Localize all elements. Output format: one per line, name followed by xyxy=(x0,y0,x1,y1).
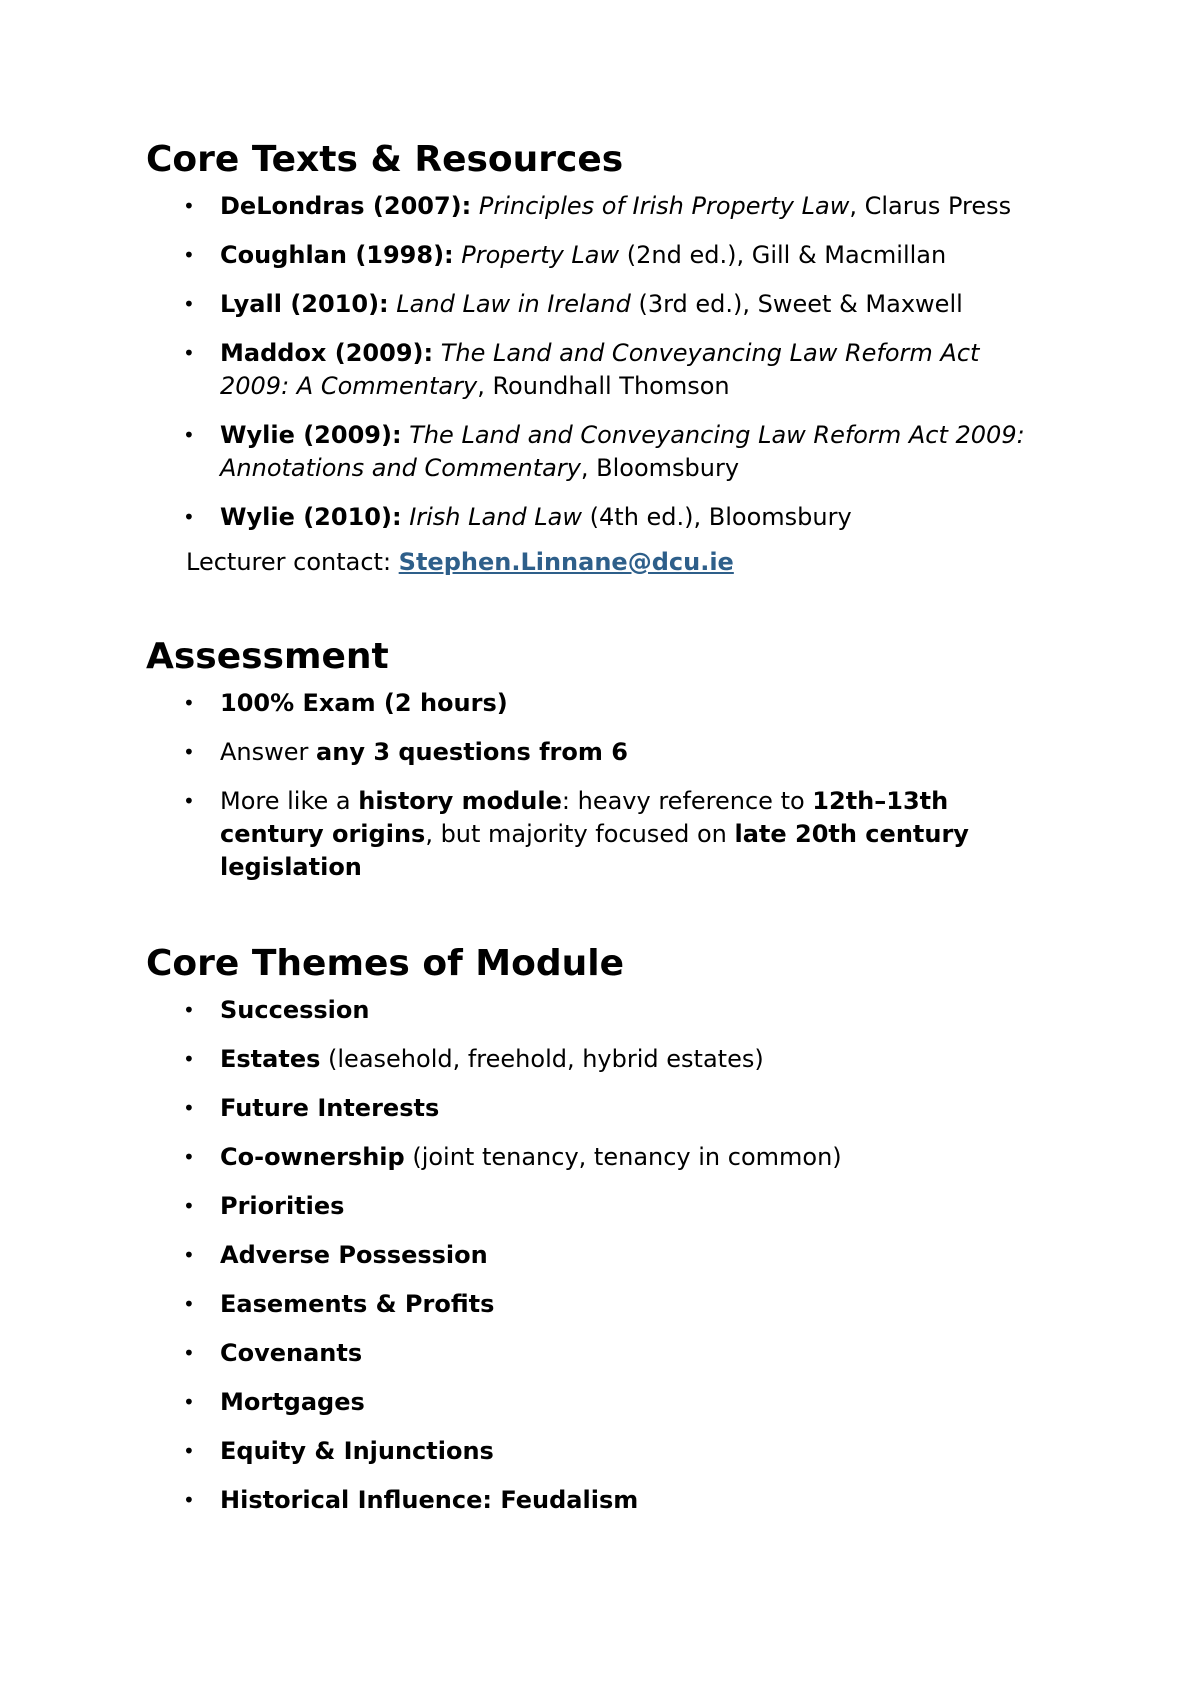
question-count: any 3 questions from 6 xyxy=(316,738,628,766)
list-item xyxy=(146,687,1046,720)
theme-name: Historical Influence: Feudalism xyxy=(220,1486,639,1514)
publisher: (3rd ed.), Sweet & Maxwell xyxy=(630,290,963,318)
assessment-list xyxy=(146,687,1046,884)
theme-name: Priorities xyxy=(220,1192,345,1220)
core-texts-heading: Core Texts & Resources xyxy=(146,139,624,180)
publisher: , Roundhall Thomson xyxy=(477,372,730,400)
theme-name: Estates xyxy=(220,1045,321,1073)
bullet: • xyxy=(183,998,195,1022)
theme-name: Covenants xyxy=(220,1339,363,1367)
bullet: • xyxy=(183,789,195,813)
list-item xyxy=(146,1337,1046,1370)
emphasis: 12th–13th century origins xyxy=(220,787,949,848)
list-item xyxy=(146,1484,1046,1517)
book-title: The Land and Conveyancing Law Reform Act 2009: A Commentary xyxy=(220,339,980,400)
list-item xyxy=(146,501,1046,534)
list-item xyxy=(146,1043,1046,1076)
section-spacer xyxy=(146,579,1046,637)
emphasis: history module xyxy=(358,787,562,815)
list-item xyxy=(146,1386,1046,1419)
bullet: • xyxy=(183,194,195,218)
book-title: Land Law in Ireland xyxy=(396,290,631,318)
bullet: • xyxy=(183,1439,195,1463)
bullet: • xyxy=(183,1047,195,1071)
author: Wylie (2009): xyxy=(220,421,402,449)
theme-name: Mortgages xyxy=(220,1388,365,1416)
bullet: • xyxy=(183,1488,195,1512)
list-item xyxy=(146,419,1046,485)
list-item xyxy=(146,1435,1046,1468)
list-item xyxy=(146,1288,1046,1321)
document-page xyxy=(146,140,1046,1533)
author: DeLondras (2007): xyxy=(220,192,472,220)
bullet: • xyxy=(183,243,195,267)
emphasis: late 20th century legislation xyxy=(220,820,969,881)
section-spacer xyxy=(146,900,1046,944)
bullet: • xyxy=(183,1292,195,1316)
author: Wylie (2010): xyxy=(220,503,402,531)
theme-name: Easements & Profits xyxy=(220,1290,495,1318)
bullet: • xyxy=(183,1341,195,1365)
contact-label: Lecturer contact: xyxy=(186,548,399,576)
exam-format: 100% Exam (2 hours) xyxy=(220,689,508,717)
list-item xyxy=(146,288,1046,321)
theme-name: Succession xyxy=(220,996,370,1024)
theme-name: Adverse Possession xyxy=(220,1241,488,1269)
list-item xyxy=(146,994,1046,1027)
publisher: (4th ed.), Bloomsbury xyxy=(582,503,852,531)
text: More like a xyxy=(220,787,359,815)
themes-heading: Core Themes of Module xyxy=(146,943,624,984)
book-title: Principles of Irish Property Law xyxy=(478,192,850,220)
book-title: Property Law xyxy=(461,241,620,269)
bullet: • xyxy=(183,740,195,764)
list-item xyxy=(146,1141,1046,1174)
text: : heavy reference to xyxy=(561,787,813,815)
list-item xyxy=(146,1190,1046,1223)
bullet: • xyxy=(183,341,195,365)
bullet: • xyxy=(183,1096,195,1120)
bullet: • xyxy=(183,1145,195,1169)
list-item xyxy=(146,1239,1046,1272)
theme-detail: (joint tenancy, tenancy in common) xyxy=(404,1143,842,1171)
lecturer-contact xyxy=(146,546,1046,579)
author: Coughlan (1998): xyxy=(220,241,454,269)
author: Maddox (2009): xyxy=(220,339,434,367)
list-item xyxy=(146,337,1046,403)
assessment-heading: Assessment xyxy=(146,636,389,677)
contact-email-link[interactable]: Stephen.Linnane@dcu.ie xyxy=(398,548,734,576)
text: , but majority focused on xyxy=(425,820,735,848)
bullet: • xyxy=(183,423,195,447)
theme-name: Equity & Injunctions xyxy=(220,1437,494,1465)
theme-name: Future Interests xyxy=(220,1094,440,1122)
theme-detail: (leasehold, freehold, hybrid estates) xyxy=(320,1045,764,1073)
themes-list xyxy=(146,994,1046,1517)
bullet: • xyxy=(183,292,195,316)
author: Lyall (2010): xyxy=(220,290,389,318)
publisher: , Clarus Press xyxy=(849,192,1012,220)
bullet: • xyxy=(183,691,195,715)
core-texts-list xyxy=(146,190,1046,534)
list-item xyxy=(146,190,1046,223)
book-title: Irish Land Law xyxy=(409,503,583,531)
list-item xyxy=(146,736,1046,769)
bullet: • xyxy=(183,1243,195,1267)
list-item xyxy=(146,1092,1046,1125)
text: Answer xyxy=(220,738,317,766)
publisher: (2nd ed.), Gill & Macmillan xyxy=(619,241,947,269)
bullet: • xyxy=(183,1390,195,1414)
bullet: • xyxy=(183,505,195,529)
theme-name: Co-ownership xyxy=(220,1143,405,1171)
list-item xyxy=(146,785,1046,884)
bullet: • xyxy=(183,1194,195,1218)
publisher: , Bloomsbury xyxy=(580,454,740,482)
list-item xyxy=(146,239,1046,272)
book-title: The Land and Conveyancing Law Reform Act 2009: Annotations and Commentary xyxy=(220,421,1025,482)
